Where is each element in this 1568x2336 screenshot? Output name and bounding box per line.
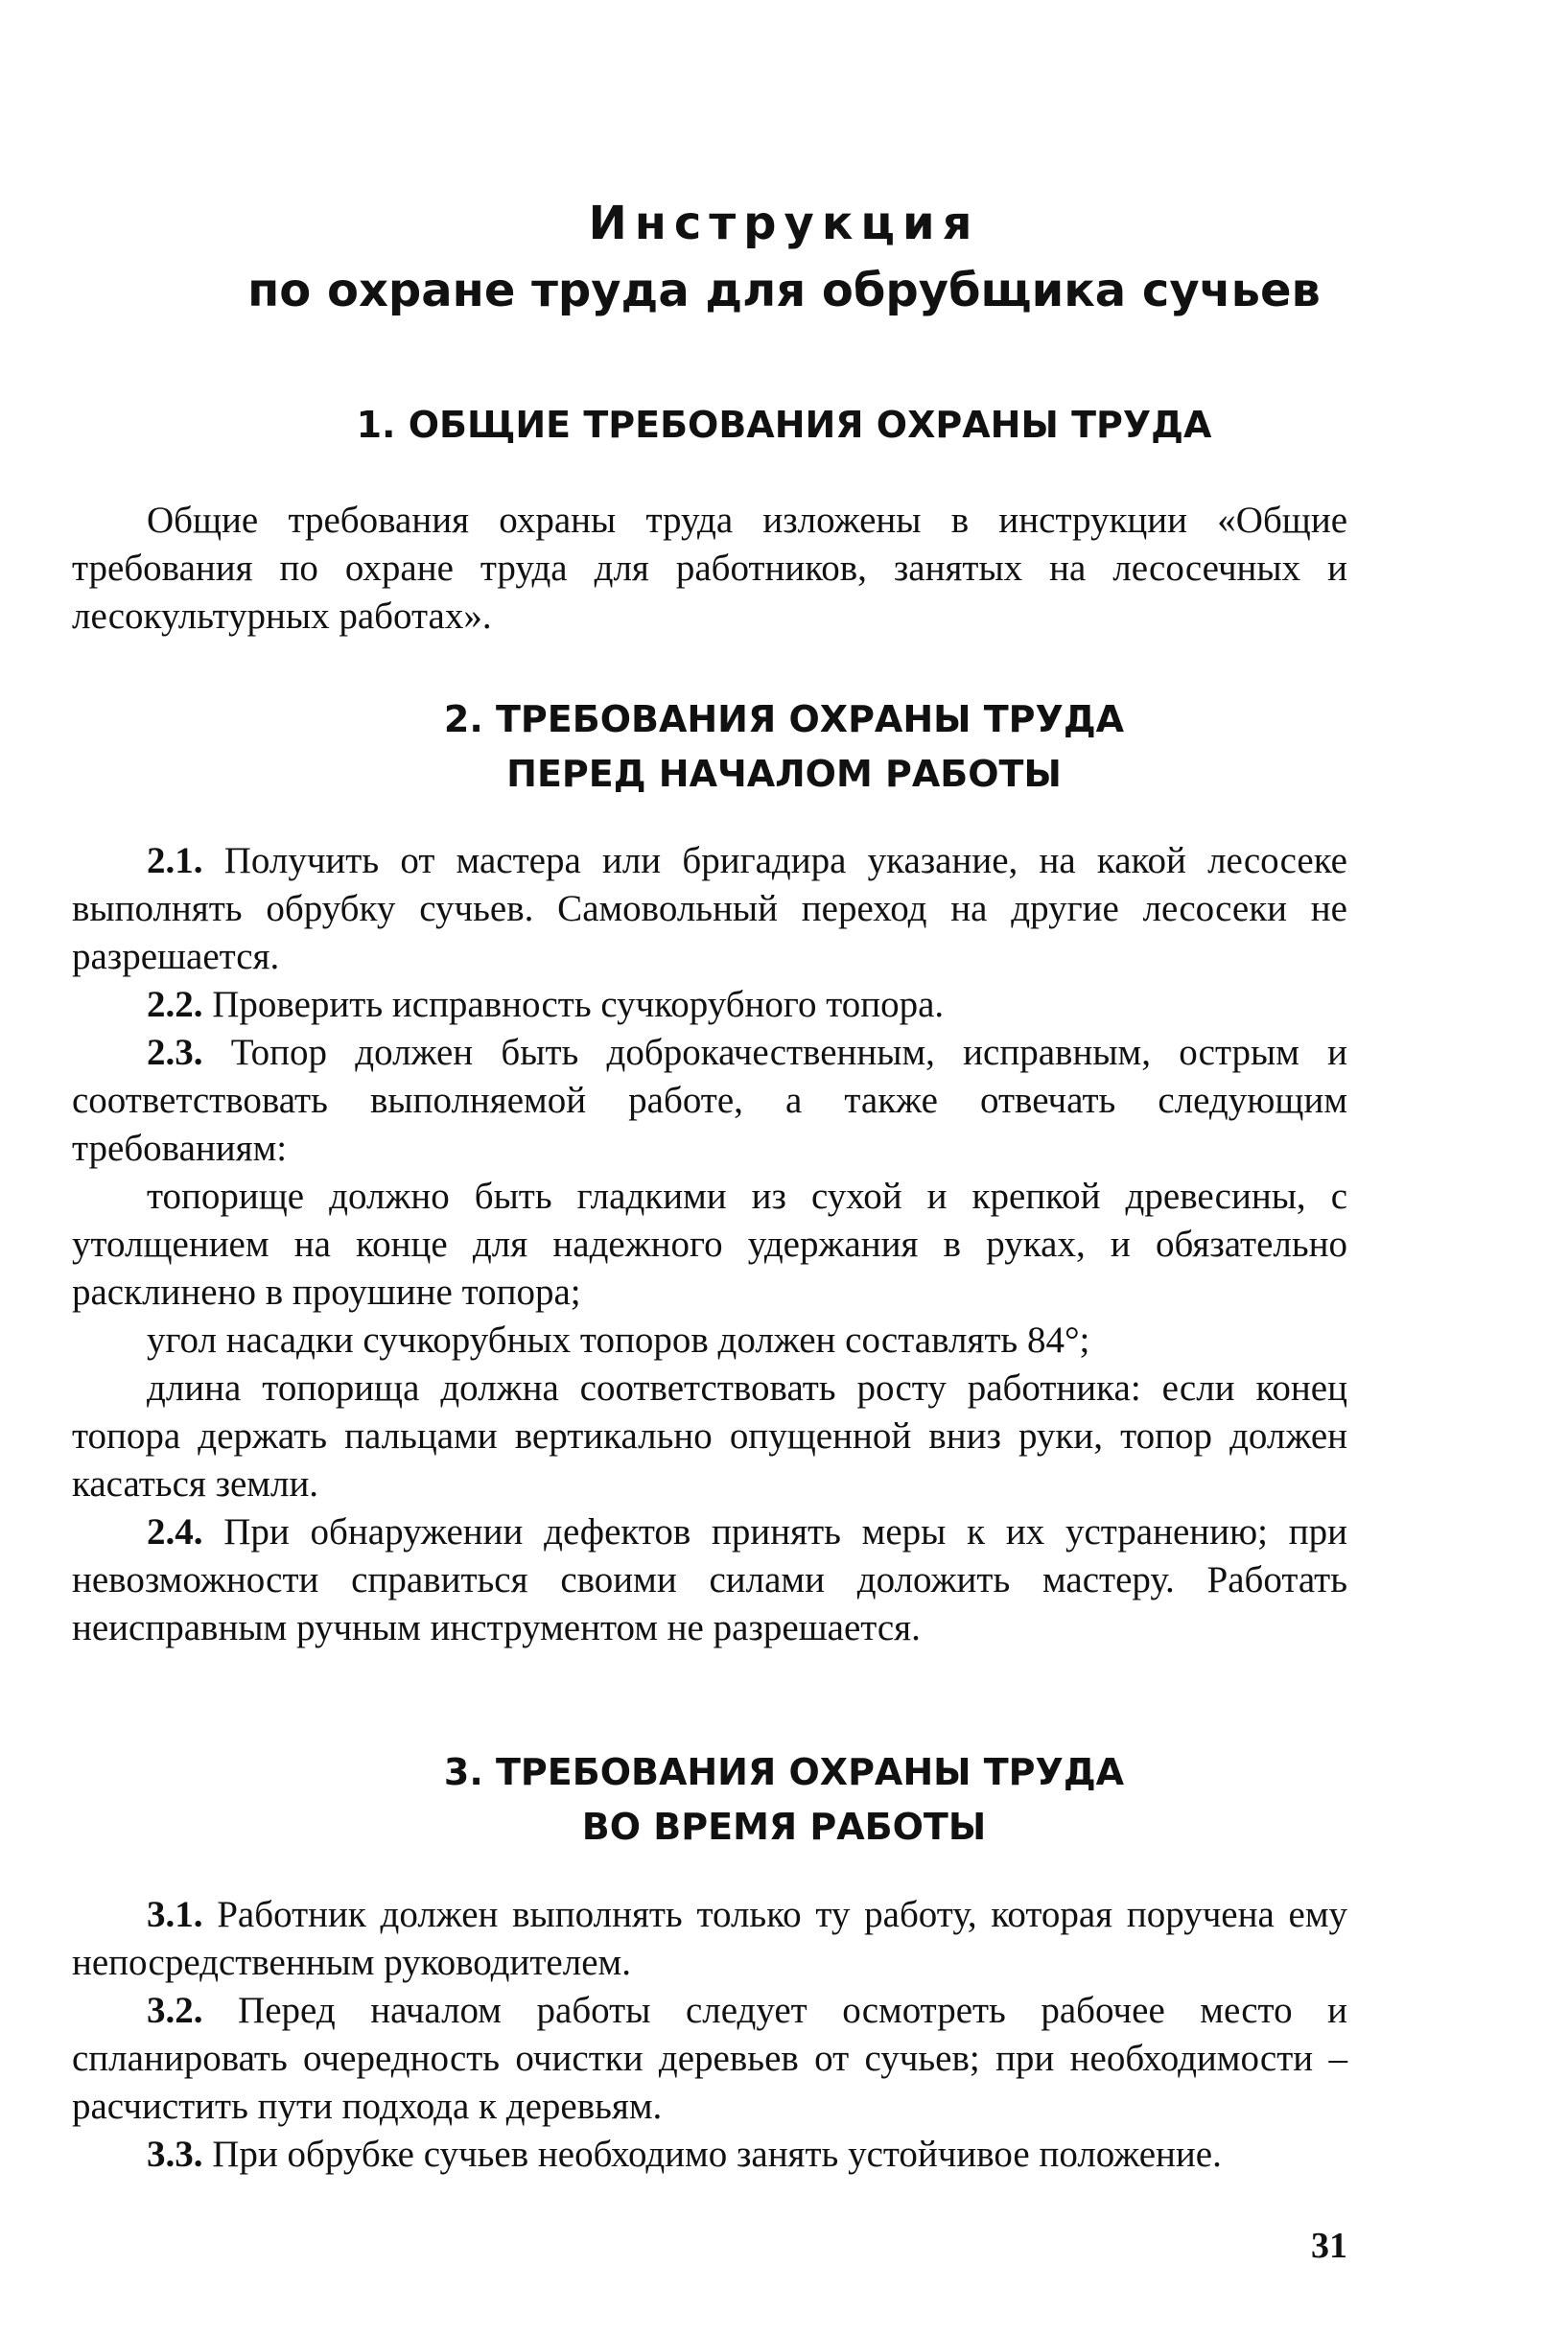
document-title <box>0 190 1568 324</box>
paragraph-number: 2.1. <box>147 840 203 881</box>
paragraph-text: Получить от мастера или бригадира указание, на какой лесосеке выполнять обрубку сучьев. Самовольный переход на другие лесосеки не разрешается. <box>72 840 1347 977</box>
section-heading-line: 2. ТРЕБОВАНИЯ ОХРАНЫ ТРУДА <box>443 698 1125 740</box>
paragraph-text: При обнаружении дефектов принять меры к их устранению; при невозможности справиться своими силами доложить мастеру. Работать неисправным ручным инструментом не разрешается. <box>72 1511 1347 1648</box>
section-heading-line: ПЕРЕД НАЧАЛОМ РАБОТЫ <box>506 753 1062 795</box>
paragraph-number: 2.2. <box>147 984 203 1025</box>
paragraph-text: Перед началом работы следует осмотреть рабочее место и спланировать очередность очистки деревьев от сучьев; при необходимости – расчистить пути подхода к деревьям. <box>72 1990 1347 2127</box>
section-heading-line: 3. ТРЕБОВАНИЯ ОХРАНЫ ТРУДА <box>443 1751 1125 1793</box>
paragraph-3-3 <box>72 2131 1347 2179</box>
paragraph-2-1 <box>72 837 1347 981</box>
paragraph-text: топорище должно быть гладкими из сухой и крепкой древесины, с утолщением на конце для надежного удержания в руках, и обязательно расклинено в проушине топора; <box>72 1176 1347 1313</box>
section-1-body <box>72 497 1347 641</box>
paragraph-number: 3.3. <box>147 2134 203 2175</box>
section-3-body <box>72 1891 1347 2179</box>
section-2-body <box>72 837 1347 1652</box>
paragraph-number: 3.2. <box>147 1990 203 2031</box>
paragraph-number: 2.3. <box>147 1032 203 1073</box>
paragraph-2-2 <box>72 981 1347 1029</box>
section-3-heading <box>0 1745 1568 1855</box>
paragraph-text: угол насадки сучкорубных топоров должен составлять 84°; <box>147 1320 1090 1361</box>
section-heading-line: 1. ОБЩИЕ ТРЕБОВАНИЯ ОХРАНЫ ТРУДА <box>356 404 1212 446</box>
list-item <box>72 1173 1347 1317</box>
document-title-line-2: по охране труда для обрубщика сучьев <box>247 264 1321 317</box>
paragraph-text: Топор должен быть доброкачественным, исправным, острым и соответствовать выполняемой работе, а также отвечать следующим требованиям: <box>72 1032 1347 1169</box>
document-title-line-1: Инструкция <box>588 197 980 250</box>
paragraph <box>72 497 1347 641</box>
list-item <box>72 1317 1347 1365</box>
paragraph-3-2 <box>72 1987 1347 2131</box>
paragraph-text: длина топорища должна соответствовать росту работника: если конец топора держать пальцами вертикально опущенной вниз руки, топор должен касаться земли. <box>72 1367 1347 1505</box>
section-2-heading <box>0 692 1568 802</box>
paragraph-text: Работник должен выполнять только ту работу, которая поручена ему непосредственным руководителем. <box>72 1894 1348 1983</box>
paragraph-text: При обрубке сучьев необходимо занять устойчивое положение. <box>212 2134 1222 2175</box>
page-number: 31 <box>1311 2226 1347 2266</box>
paragraph-2-3 <box>72 1029 1347 1173</box>
list-item <box>72 1365 1347 1508</box>
paragraph-text: Общие требования охраны труда изложены в инструкции «Общие требования по охране труда для работников, занятых на лесосечных и лесокультурных работах». <box>72 500 1347 637</box>
section-heading-line: ВО ВРЕМЯ РАБОТЫ <box>581 1806 987 1848</box>
paragraph-2-4 <box>72 1508 1347 1652</box>
paragraph-number: 2.4. <box>147 1511 203 1553</box>
paragraph-text: Проверить исправность сучкорубного топора. <box>212 984 945 1025</box>
section-1-heading <box>0 398 1568 453</box>
paragraph-number: 3.1. <box>147 1894 203 1935</box>
paragraph-3-1 <box>72 1891 1347 1987</box>
